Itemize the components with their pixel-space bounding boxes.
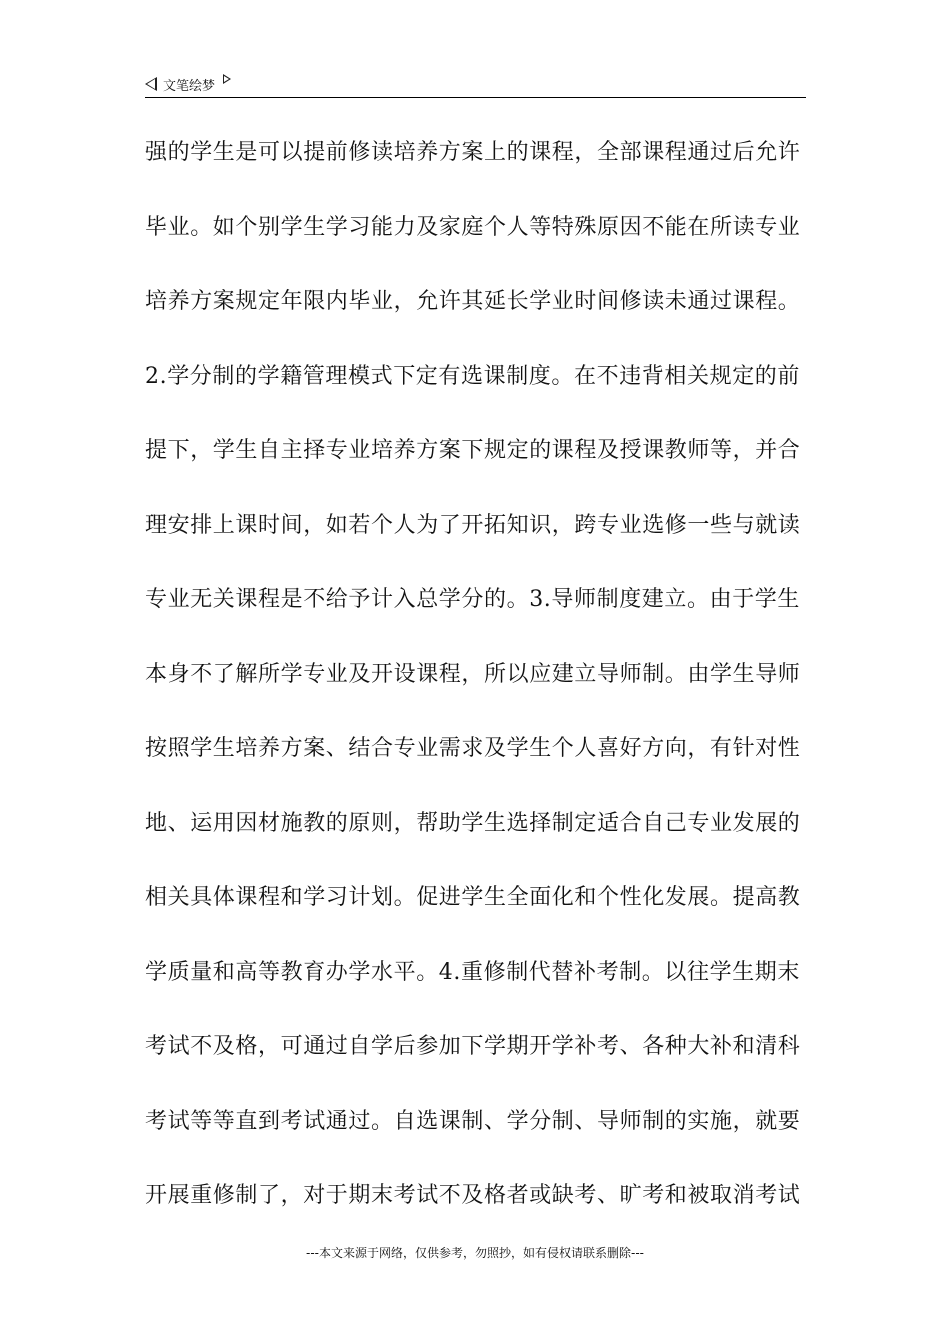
triangle-left-icon <box>145 77 157 91</box>
body-line: 本身不了解所学专业及开设课程，所以应建立导师制。由学生导师 <box>145 661 801 687</box>
body-line: 提下，学生自主择专业培养方案下规定的课程及授课教师等，并合 <box>145 438 801 463</box>
brand-text: 文笔绘梦 <box>163 78 216 94</box>
body-line: 培养方案规定年限内毕业，允许其延长学业时间修读未通过课程。 <box>145 289 801 314</box>
body-line: 理安排上课时间，如若个人为了开拓知识，跨专业选修一些与就读 <box>145 512 801 538</box>
page-header <box>145 70 806 98</box>
document-body <box>145 133 825 1251</box>
body-line: 毕业。如个别学生学习能力及家庭个人等特殊原因不能在所读专业 <box>145 214 801 240</box>
body-line: 强的学生是可以提前修读培养方案上的课程，全部课程通过后允许 <box>145 140 801 165</box>
body-line: 相关具体课程和学习计划。促进学生全面化和个性化发展。提高教 <box>145 885 801 910</box>
body-line: 考试等等直到考试通过。自选课制、学分制、导师制的实施，就要 <box>145 1108 801 1134</box>
body-line: 开展重修制了，对于期末考试不及格者或缺考、旷考和被取消考试 <box>145 1183 801 1208</box>
header-divider <box>145 97 806 98</box>
brand <box>145 70 806 98</box>
body-line: 按照学生培养方案、结合专业需求及学生个人喜好方向，有针对性 <box>145 736 801 761</box>
body-line: 考试不及格，可通过自学后参加下学期开学补考、各种大补和清科 <box>145 1034 801 1059</box>
body-line: 地、运用因材施教的原则，帮助学生选择制定适合自己专业发展的 <box>145 810 801 836</box>
body-line: 学质量和高等教育办学水平。4.重修制代替补考制。以往学生期末 <box>145 959 800 985</box>
body-line: 专业无关课程是不给予计入总学分的。3.导师制度建立。由于学生 <box>145 587 800 612</box>
triangle-right-icon <box>223 74 231 84</box>
body-line: 2.学分制的学籍管理模式下定有选课制度。在不违背相关规定的前 <box>145 363 800 389</box>
footer-notice: ---本文来源于网络，仅供参考，勿照抄，如有侵权请联系删除--- <box>306 1246 644 1260</box>
